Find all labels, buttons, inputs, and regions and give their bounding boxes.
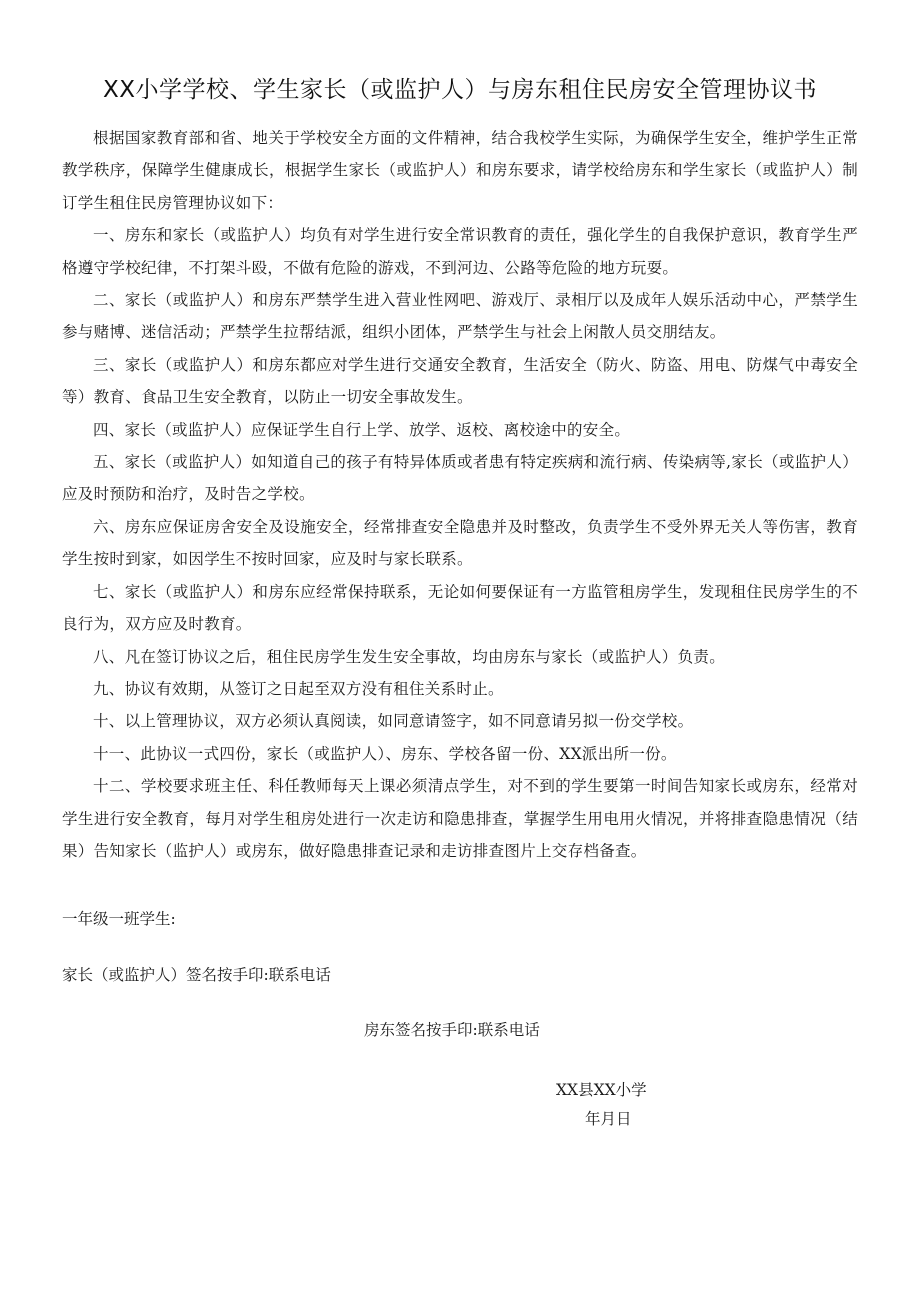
- document-title: XX小学学校、学生家长（或监护人）与房东租住民房安全管理协议书: [102, 77, 817, 103]
- paragraph-clause-12: 十二、学校要求班主任、科任教师每天上课必须清点学生，对不到的学生要第一时间告知家长或房东，经常对学生进行安全教育，每月对学生租房处进行一次走访和隐患排查，掌握学生用电用火情况，并将排查隐患情况（结果）告知家长（监护人）或房东，做好隐患排查记录和走访排查图片上交存档备查。: [62, 777, 858, 860]
- paragraph-clause-2: 二、家长（或监护人）和房东严禁学生进入营业性网吧、游戏厅、录相厅以及成年人娱乐活动中心，严禁学生参与赌博、迷信活动；严禁学生拉帮结派，组织小团体，严禁学生与社会上闲散人员交朋结友。: [62, 291, 858, 342]
- signature-landlord: 房东签名按手印:联系电话: [364, 1021, 540, 1039]
- paragraph-clause-8: 八、凡在签订协议之后，租住民房学生发生安全事故，均由房东与家长（或监护人）负责。: [93, 647, 726, 666]
- paragraph-clause-1: 一、房东和家长（或监护人）均负有对学生进行安全常识教育的责任，强化学生的自我保护意识，教育学生严格遵守学校纪律，不打架斗殴，不做有危险的游戏，不到河边、公路等危险的地方玩耍。: [62, 226, 858, 277]
- paragraph-clause-5: 五、家长（或监护人）如知道自己的孩子有特异体质或者患有特定疾病和流行病、传染病等,家长（或监护人）应及时预防和治疗，及时告之学校。: [62, 453, 858, 504]
- signature-date: 年月日: [585, 1110, 632, 1128]
- paragraph-clause-4: 四、家长（或监护人）应保证学生自行上学、放学、返校、离校途中的安全。: [93, 420, 631, 439]
- paragraph-clause-9: 九、协议有效期，从签订之日起至双方没有租住关系时止。: [93, 679, 504, 698]
- signature-parent: 家长（或监护人）签名按手印:联系电话: [62, 966, 331, 984]
- signature-school: XX县XX小学: [556, 1081, 647, 1099]
- signature-class-students: 一年级一班学生:: [62, 910, 176, 928]
- paragraph-clause-3: 三、家长（或监护人）和房东都应对学生进行交通安全教育，生活安全（防火、防盗、用电、防煤气中毒安全等）教育、食品卫生安全教育，以防止一切安全事故发生。: [62, 355, 858, 407]
- paragraph-clause-7: 七、家长（或监护人）和房东应经常保持联系，无论如何要保证有一方监管租房学生，发现租住民房学生的不良行为，双方应及时教育。: [62, 582, 858, 634]
- paragraph-clause-11: 十一、此协议一式四份，家长（或监护人）、房东、学校各留一份、XX派出所一份。: [93, 744, 677, 763]
- paragraph-intro: 根据国家教育部和省、地关于学校安全方面的文件精神，结合我校学生实际，为确保学生安全，维护学生正常教学秩序，保障学生健康成长，根据学生家长（或监护人）和房东要求，请学校给房东和学生家长（或监护人）制订学生租住民房管理协议如下：: [62, 129, 858, 212]
- paragraph-clause-6: 六、房东应保证房舍安全及设施安全，经常排查安全隐患并及时整改，负责学生不受外界无关人等伤害，教育学生按时到家，如因学生不按时回家，应及时与家长联系。: [62, 517, 858, 569]
- document-body: [62, 122, 858, 867]
- paragraph-clause-10: 十、以上管理协议，双方必须认真阅读，如同意请签字，如不同意请另拟一份交学校。: [93, 712, 694, 731]
